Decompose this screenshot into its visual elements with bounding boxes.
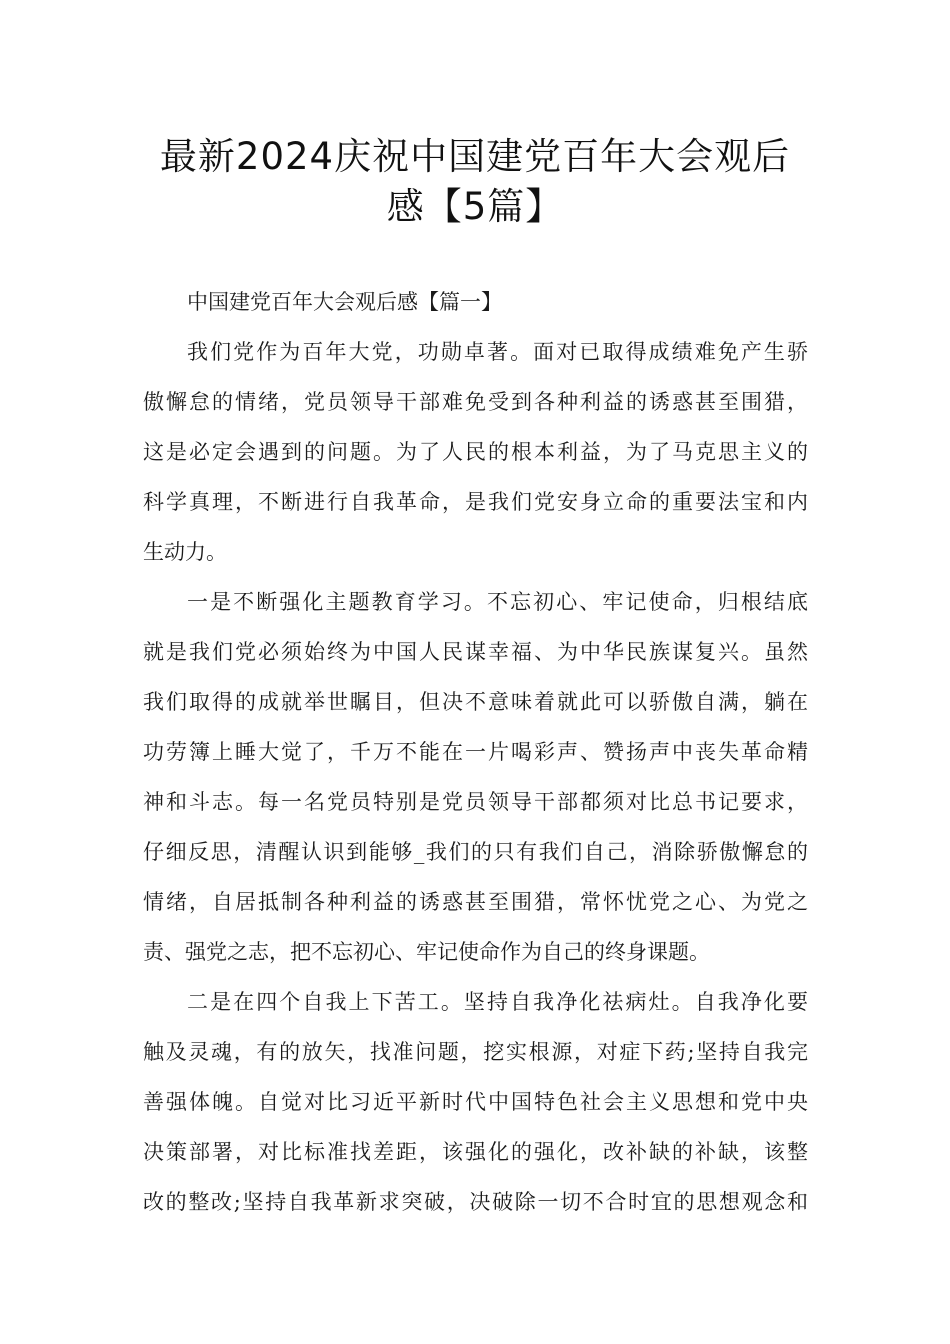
paragraph-2-line: 功劳簿上睡大觉了，千万不能在一片喝彩声、赞扬声中丧失革命精 bbox=[143, 740, 808, 764]
paragraph-2-line: 情绪，自居抵制各种利益的诱惑甚至围猎，常怀忧党之心、为党之 bbox=[143, 890, 808, 914]
paragraph-1-line: 科学真理，不断进行自我革命，是我们党安身立命的重要法宝和内 bbox=[143, 490, 808, 514]
paragraph-2-line: 就是我们党必须始终为中国人民谋幸福、为中华民族谋复兴。虽然 bbox=[143, 640, 808, 664]
section-heading: 中国建党百年大会观后感【篇一】 bbox=[187, 290, 502, 314]
paragraph-2-line: 神和斗志。每一名党员特别是党员领导干部都须对比总书记要求， bbox=[143, 790, 808, 814]
paragraph-3-line: 决策部署，对比标准找差距，该强化的强化，改补缺的补缺，该整 bbox=[143, 1140, 808, 1164]
paragraph-2-line: 一是不断强化主题教育学习。不忘初心、牢记使命，归根结底 bbox=[187, 590, 808, 614]
document-body bbox=[143, 277, 808, 1227]
paragraph-3-line: 二是在四个自我上下苦工。坚持自我净化祛病灶。自我净化要 bbox=[187, 990, 808, 1014]
document-title-line-2: 感【5篇】 bbox=[386, 185, 564, 228]
paragraph-2-line: 仔细反思，清醒认识到能够_我们的只有我们自己，消除骄傲懈怠的 bbox=[143, 840, 808, 864]
paragraph-2-line: 我们取得的成就举世瞩目，但决不意味着就此可以骄傲自满，躺在 bbox=[143, 690, 808, 714]
paragraph-2-line: 责、强党之志，把不忘初心、牢记使命作为自己的终身课题。 bbox=[143, 940, 710, 964]
paragraph-1-line: 我们党作为百年大党，功勋卓著。面对已取得成绩难免产生骄 bbox=[187, 340, 808, 364]
paragraph-1-line: 生动力。 bbox=[143, 540, 227, 564]
paragraph-1-line: 这是必定会遇到的问题。为了人民的根本利益，为了马克思主义的 bbox=[143, 440, 808, 464]
paragraph-3-line: 善强体魄。自觉对比习近平新时代中国特色社会主义思想和党中央 bbox=[143, 1090, 808, 1114]
document-title-line-1: 最新2024庆祝中国建党百年大会观后 bbox=[159, 135, 791, 178]
paragraph-1-line: 傲懈怠的情绪，党员领导干部难免受到各种利益的诱惑甚至围猎， bbox=[143, 390, 808, 414]
paragraph-3-line: 改的整改;坚持自我革新求突破，决破除一切不合时宜的思想观念和 bbox=[143, 1190, 808, 1214]
paragraph-3-line: 触及灵魂，有的放矢，找准问题，挖实根源，对症下药;坚持自我完 bbox=[143, 1040, 808, 1064]
